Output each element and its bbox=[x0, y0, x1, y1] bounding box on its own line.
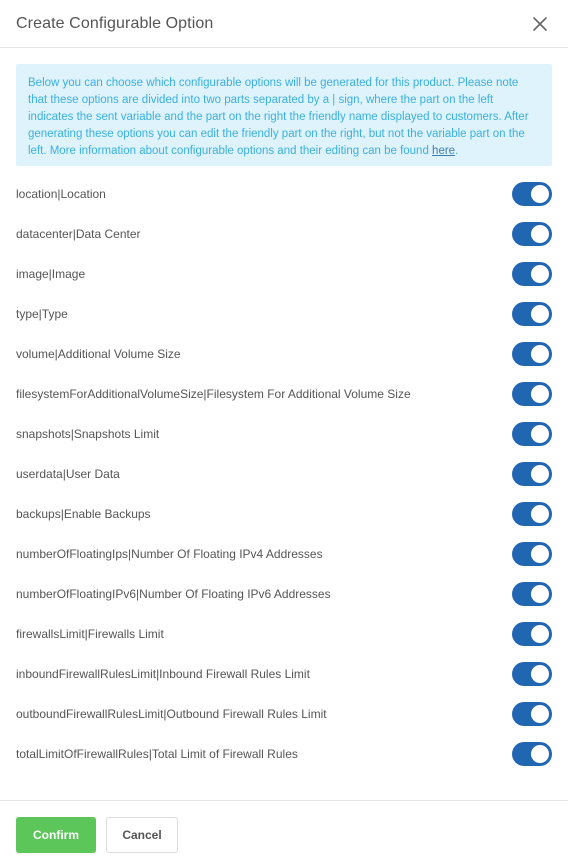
option-label: datacenter|Data Center bbox=[16, 227, 141, 241]
toggle-knob bbox=[531, 225, 549, 243]
dialog-header bbox=[0, 0, 568, 48]
confirm-button[interactable]: Confirm bbox=[16, 817, 96, 853]
notice-after-link: . bbox=[455, 145, 459, 157]
option-label: numberOfFloatingIPv6|Number Of Floating IPv6 Addresses bbox=[16, 587, 331, 601]
close-icon bbox=[533, 17, 547, 31]
option-row bbox=[16, 174, 552, 214]
option-label: firewallsLimit|Firewalls Limit bbox=[16, 627, 164, 641]
dialog-title: Create Configurable Option bbox=[16, 14, 214, 32]
toggle-knob bbox=[531, 545, 549, 563]
option-label: filesystemForAdditionalVolumeSize|Filesystem For Additional Volume Size bbox=[16, 387, 411, 401]
option-toggle[interactable] bbox=[512, 302, 552, 326]
dialog-footer bbox=[0, 800, 568, 868]
option-label: volume|Additional Volume Size bbox=[16, 347, 181, 361]
option-label: snapshots|Snapshots Limit bbox=[16, 427, 160, 441]
option-row bbox=[16, 374, 552, 414]
option-toggle[interactable] bbox=[512, 422, 552, 446]
option-toggle[interactable] bbox=[512, 502, 552, 526]
toggle-knob bbox=[531, 305, 549, 323]
option-toggle[interactable] bbox=[512, 262, 552, 286]
toggle-knob bbox=[531, 385, 549, 403]
toggle-knob bbox=[531, 425, 549, 443]
option-label: backups|Enable Backups bbox=[16, 507, 151, 521]
option-toggle[interactable] bbox=[512, 622, 552, 646]
option-label: location|Location bbox=[16, 187, 106, 201]
option-row bbox=[16, 654, 552, 694]
option-toggle[interactable] bbox=[512, 342, 552, 366]
option-label: type|Type bbox=[16, 307, 68, 321]
option-row bbox=[16, 294, 552, 334]
option-toggle[interactable] bbox=[512, 702, 552, 726]
option-toggle[interactable] bbox=[512, 742, 552, 766]
cancel-button[interactable]: Cancel bbox=[106, 817, 178, 853]
option-row bbox=[16, 454, 552, 494]
toggle-knob bbox=[531, 745, 549, 763]
option-label: totalLimitOfFirewallRules|Total Limit of Firewall Rules bbox=[16, 747, 298, 761]
toggle-knob bbox=[531, 705, 549, 723]
option-label: numberOfFloatingIps|Number Of Floating IPv4 Addresses bbox=[16, 547, 323, 561]
toggle-knob bbox=[531, 345, 549, 363]
option-row bbox=[16, 254, 552, 294]
option-toggle[interactable] bbox=[512, 382, 552, 406]
option-toggle[interactable] bbox=[512, 182, 552, 206]
option-label: outboundFirewallRulesLimit|Outbound Firewall Rules Limit bbox=[16, 707, 327, 721]
option-row bbox=[16, 334, 552, 374]
option-row bbox=[16, 214, 552, 254]
dialog-body bbox=[0, 48, 568, 774]
option-row bbox=[16, 414, 552, 454]
option-row bbox=[16, 534, 552, 574]
info-notice bbox=[16, 64, 552, 166]
option-row bbox=[16, 694, 552, 734]
close-button[interactable] bbox=[528, 12, 552, 36]
toggle-knob bbox=[531, 465, 549, 483]
toggle-knob bbox=[531, 665, 549, 683]
option-toggle[interactable] bbox=[512, 462, 552, 486]
option-label: inboundFirewallRulesLimit|Inbound Firewall Rules Limit bbox=[16, 667, 310, 681]
options-list bbox=[16, 174, 552, 774]
option-toggle[interactable] bbox=[512, 582, 552, 606]
toggle-knob bbox=[531, 625, 549, 643]
option-toggle[interactable] bbox=[512, 662, 552, 686]
option-label: image|Image bbox=[16, 267, 86, 281]
option-row bbox=[16, 494, 552, 534]
option-toggle[interactable] bbox=[512, 542, 552, 566]
toggle-knob bbox=[531, 185, 549, 203]
option-row bbox=[16, 614, 552, 654]
option-row bbox=[16, 734, 552, 774]
toggle-knob bbox=[531, 265, 549, 283]
option-row bbox=[16, 574, 552, 614]
toggle-knob bbox=[531, 505, 549, 523]
notice-here-link[interactable]: here bbox=[432, 145, 456, 157]
toggle-knob bbox=[531, 585, 549, 603]
option-toggle[interactable] bbox=[512, 222, 552, 246]
option-label: userdata|User Data bbox=[16, 467, 120, 481]
notice-text: Below you can choose which configurable options will be generated for this product. Please note that these options are divided into two parts separated by a | sign, where the part on the left indicates the sent variable and the part on the right the friendly name displayed to customers. After generating these options you can edit the friendly part on the right, but not the variable part on the left. More information about configurable options and their editing can be found bbox=[28, 77, 529, 157]
